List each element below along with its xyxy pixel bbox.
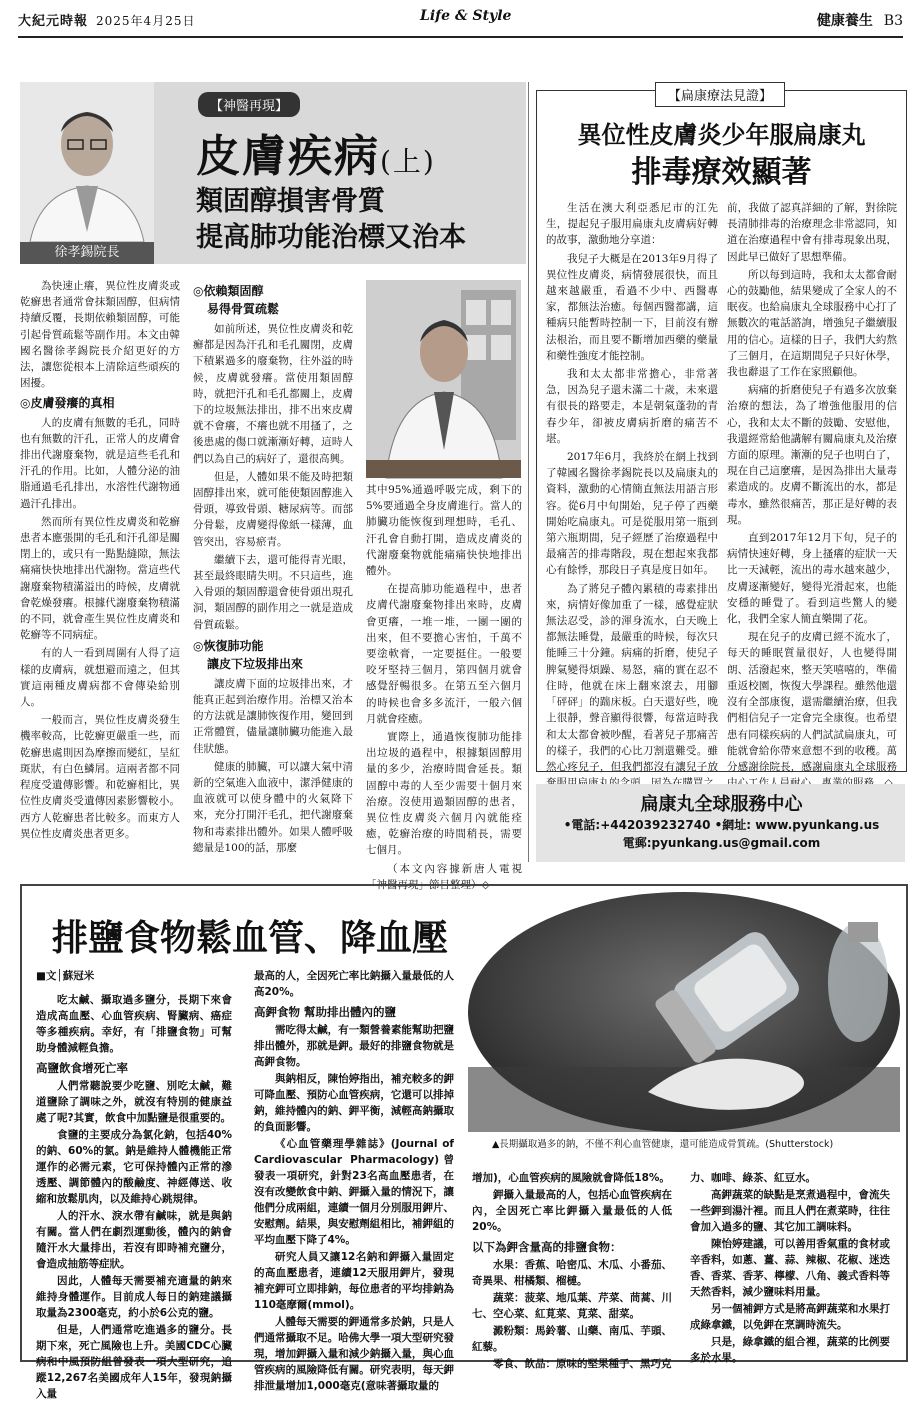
paragraph: 人們常聽說要少吃鹽、別吃太鹹，難道鹽除了調味之外，就沒有特別的健康益處了呢?其實，飲食中加點鹽是很重要的。	[36, 1080, 232, 1124]
testimony-tag: 【扁康療法見證】	[655, 82, 785, 107]
article-title-main: 皮膚疾病	[196, 131, 380, 182]
paper-name: 大紀元時報	[18, 14, 89, 29]
paragraph: 但是，人體如果不能及時把類固醇排出來，就可能使類固醇進入骨頭，導致骨頭、糖尿病等。而部分骨鬆，皮膚變得像紙一樣薄，血管突出，容易瘀青。	[193, 470, 353, 548]
bottom-col-3	[472, 1170, 672, 1370]
section-heading: 以下為鉀含量高的排鹽食物：	[472, 1240, 622, 1254]
paragraph: 在提高肺功能過程中，患者皮膚代謝廢棄物排出來時，皮膚會更癢，一堆一堆，一團一團的出來，但不要擔心害怕，千萬不要塗軟膏，一定要挺住。一般要咬牙堅持三個月，第四個月就會感覺舒暢很多。在第五至六個月的時候也會多多流汗，一般六個月就會痊癒。	[366, 583, 522, 725]
doctor-photo	[366, 280, 521, 478]
paragraph: 研究人員又讓12名鈉和鉀攝入量固定的高血壓患者，連續12天服用鉀片，發現補充鉀可立即排鈉，每位患者的平均排鈉為110毫摩爾(mmol)。	[254, 1251, 454, 1311]
paragraph: 高鉀蔬菜的缺點是烹煮過程中，會流失一些鉀到湯汁裡。而且人們在煮菜時，往往會加入過多的鹽、其它加工調味料。	[690, 1189, 890, 1233]
paragraph: 我和太太都非常擔心，非常著急，因為兒子還未滿二十歲，未來還有很長的路要走，本是朝氣蓬勃的青春少年，卻被皮膚病折磨的痛苦不堪。	[546, 368, 718, 445]
paragraph: 澱粉類：馬鈴薯、山藥、南瓜、芋頭、紅藜。	[472, 1325, 672, 1353]
paragraph: 前，我做了認真詳細的了解，對徐院長清肺排毒的治療理念非常認同，知道在治療過程中會有排毒現象出現，因此早已做好了思想準備。	[727, 202, 897, 263]
paragraph: 健康的肺臟，可以讓大氣中清新的空氣進入血液中，潔淨健康的血液就可以使身體中的火氣降下來，充分打開汗毛孔，把代謝廢棄物和毒素排出體外。如果人體呼吸總量是100的話，那麼	[193, 760, 353, 854]
left-col-1	[20, 278, 180, 860]
section-heading: 高鹽飲食增死亡率	[36, 1061, 128, 1075]
paragraph: 人體每天需要的鉀通常多於鈉，只是人們通常攝取不足。哈佛大學一項大型研究發現，增加鉀攝入量和減少鈉攝入量，與心血管疾病的風險降低有關。研究表明，每天鉀排泄量增加1,000毫克(意味著攝取量的	[254, 1316, 454, 1392]
paragraph: 水果：香蕉、哈密瓜、木瓜、小番茄、奇異果、柑橘類、榴槤。	[472, 1259, 672, 1287]
paragraph: 人的汗水、淚水帶有鹹味，就是與鈉有關。當人們在劇烈運動後，體內的鈉會隨汗水大量排出，若沒有即時補充鹽分，會造成抽筋等症狀。	[36, 1210, 232, 1270]
salt-photo	[468, 892, 900, 1132]
paragraph: 《心血管藥理學雜誌》(Journal of Cardiovascular Pharmacology)曾發表一項研究，針對23名高血壓患者，在沒有改變飲食中鈉、鉀攝入量的情況下，讓他們分成兩組，連續一個月分別服用鉀片、安慰劑。結果，與安慰劑組相比，補鉀組的平均血壓下降了4%。	[254, 1138, 454, 1246]
bottom-article-title: 排鹽食物鬆血管、降血壓	[52, 918, 449, 959]
section-heading-line: 讓皮下垃圾排出來	[207, 656, 304, 671]
paragraph: 病痛的折磨使兒子有過多次放棄治療的想法，為了增強他服用的信心，我和太太不斷的鼓勵、安慰他，我還經常給他講解有關扁康丸及治療方面的原理。漸漸的兒子也明白了，現在自己這麼癢，是因為排出大量毒素造成的。皮膚不斷流出的水，都是毒水，雖然很痛苦，那正是好轉的表現。	[727, 384, 897, 526]
paragraph: 一般而言，異位性皮膚炎發生機率較高，比乾癬更嚴重一些，而乾癬患處則因為摩擦而變紅，呈紅斑狀，有白色鱗屑。這兩者都不同程度受遺傳影響。和乾癬相比，異位性皮膚炎受遺傳因素影響較小。西方人乾癬患者比較多。而東方人異位性皮膚炎患者更多。	[20, 714, 180, 840]
photo-caption: ▲長期攝取過多的鈉，不僅不利心血管健康，還可能造成骨質疏。(Shutterstock)	[492, 1139, 834, 1150]
service-contact-line: •電話:+4420392327​40 •網址: www.pyunkang.us	[563, 818, 880, 832]
paragraph: 繼續下去，還可能得青光眼，甚至最終眼睛失明。不只這些，進入骨頭的類固醇還會使骨頭出現孔洞，類固醇的副作用之一就是造成骨質疏鬆。	[193, 553, 353, 631]
page-number: B3	[883, 13, 903, 29]
left-col-2	[193, 278, 353, 862]
bottom-col-1	[36, 968, 232, 1400]
section-name: 健康養生	[816, 13, 873, 29]
section-logo: Life & Style	[420, 8, 512, 24]
paragraph: 需吃得太鹹，有一類營養素能幫助把鹽排出體外，那就是鉀。最好的排鹽食物就是高鉀食物。	[254, 1024, 454, 1068]
testimony-title-line-1: 異位性皮膚炎少年服扁康丸	[577, 121, 866, 149]
column-tag: 【神醫再現】	[198, 92, 300, 117]
paragraph: 吃太鹹、攝取過多鹽分，長期下來會造成高血壓、心血管疾病、腎臟病、癌症等多種疾病。幸好，有「排鹽食物」可幫助身體減輕負擔。	[36, 994, 232, 1054]
masthead-rule	[18, 36, 903, 38]
byline: ■文│蘇冠米	[36, 970, 95, 982]
article-title	[196, 120, 436, 184]
subtitle-line-2: 提高肺功能治標又治本	[196, 222, 466, 253]
bottom-col-2	[254, 968, 454, 1392]
author-portrait	[20, 82, 154, 242]
source-note: （本文內容據新唐人電視「神醫再現」節目整理）◇	[366, 862, 522, 891]
paragraph: 有的人一看到周圍有人得了這樣的皮膚病，就想避而遠之，但其實這兩種皮膚病都不會傳染給別人。	[20, 647, 180, 709]
paragraph: 陳怡婷建議，可以善用香氣重的食材或辛香料，如蔥、薑、蒜、辣椒、花椒、迷迭香、香菜、香茅、檸檬、八角、義式香料等天然香料，減少鹽味料用量。	[690, 1238, 890, 1298]
masthead-left	[18, 10, 195, 29]
left-col-3	[366, 482, 522, 891]
paragraph: 最高的人，全因死亡率比鈉攝入量最低的人高20%。	[254, 970, 454, 998]
section-heading-line: 易得骨質疏鬆	[207, 302, 280, 316]
paragraph: 所以每到這時，我和太太都會耐心的鼓勵他，結果變成了全家人的不眠夜。也給扁康丸全球服務中心打了無數次的電話諮詢，增強兒子繼續服用的信心。這樣的日子，我們大約熬了三個月，在這期間兒子只好休學，我也辭退了工作在家照顧他。	[727, 268, 897, 379]
doctor-at-desk-image	[366, 280, 521, 478]
paragraph: 其中95%通過呼吸完成，剩下的5%要通過全身皮膚進行。當人的肺臟功能恢復到理想時，毛孔、汗孔會自動打開，造成皮膚炎的代謝廢棄物就能痛痛快快地排出體外。	[366, 484, 522, 578]
paragraph: 如前所述，異位性皮膚炎和乾癬都是因為汗孔和毛孔關閉，皮膚下積累過多的廢棄物，往外溢的時候，皮膚就發癢。當使用類固醇時，就把汗孔和毛孔都關上，皮膚下的垃圾無法排出，排不出來皮膚就不會癢，不癢也就不用搔了，之後患處的傷口就漸漸好轉，這時人們以為自己的病好了，還很高興。	[193, 323, 353, 465]
paragraph: 然而所有異位性皮膚炎和乾癬患者本應張開的毛孔和汗孔卻是關閉上的，或只有一點點縫隙，無法痛痛快快地排出代謝物。當這些代謝廢棄物積滿溢出的時候，皮膚就會乾燥發癢。根據代謝廢棄物積滿的不同，就會產生異位性皮膚炎和乾癬等不同病症。	[20, 515, 180, 642]
issue-date: 2025年4月25日	[96, 14, 196, 28]
bottom-col-4	[690, 1170, 890, 1364]
paragraph: 生活在澳大利亞悉尼市的江先生，提起兒子服用扁康丸皮膚病好轉的故事，激動地分享道：	[546, 202, 718, 247]
salt-shaker-image	[468, 892, 900, 1132]
right-col-2	[727, 200, 897, 773]
testimony-title-line-2: 排毒療效顯著	[631, 155, 812, 190]
article-title-part: (上)	[380, 145, 436, 178]
section-heading-line: ◎恢復肺功能	[193, 638, 264, 653]
paragraph: 但是，人們通常吃進過多的鹽分。長期下來，死亡風險也上升。美國CDC心臟病和中風預防組曾發表一項大型研究，追蹤12,267名美國成年人15年，發現鈉攝入量	[36, 1324, 232, 1400]
paragraph: 實際上，通過恢復肺功能排出垃圾的過程中，根據類固醇用量的多少，治療時間會延長。類固醇中毒的人至少需要十個月來治療。沒使用過類固醇的患者，異位性皮膚炎六個月內就能痊癒，乾癬治療的時間稍長，需要七個月。	[366, 731, 522, 857]
paragraph: 我兒子大概是在2013年9月得了異位性皮膚炎，病情發展很快，而且越來越嚴重，看過不少中、西醫專家，都無法治癒。每個西醫都講，這種病只能暫時控制一下，目前沒有辦法根治，而且要不斷增加西藥的藥量和藥性強度才能控制。	[546, 252, 718, 362]
section-heading	[193, 282, 353, 318]
author-name: 徐孝錫院長	[20, 242, 154, 264]
section-page	[817, 10, 903, 30]
paragraph: 只是，綠拿鐵的組合裡，蔬菜的比例要多於水果。	[690, 1336, 890, 1364]
section-heading-line: ◎依賴類固醇	[193, 284, 264, 298]
testimony-title	[536, 116, 907, 192]
paragraph: 鉀攝入量最高的人，包括心血管疾病在內，全因死亡率比鉀攝入量最低的人低20%。	[472, 1189, 672, 1233]
paragraph: 直到2017年12月下旬，兒子的病情快速好轉，身上搔癢的症狀一天比一天減輕，流出的毒水越來越少，皮膚逐漸變好，變得光滑起來，也能安穩的睡覺了。看到這些驚人的變化，我們全家人簡直樂開了花。	[727, 532, 897, 626]
paragraph: 現在兒子的皮膚已經不流水了，每天的睡眠質量很好，人也變得開朗、活潑起來，整天笑嘻嘻的，準備重返校園，恢復大學課程。雖然他還沒有全部康復，還需繼續治療，但我們相信兒子一定會完全康復。也希望患有同樣疾病的人們試試扁康丸，可能就會給你帶來意想不到的收穫。萬分感謝徐院長，感謝扁康丸全球服務	[727, 631, 897, 773]
section-heading	[193, 637, 353, 673]
paragraph: 讓皮膚下面的垃圾排出來，才能真正起到治療作用。治標又治本的方法就是讓肺恢復作用，變回到正常體質，儘量讓肺臟功能進入最佳狀態。	[193, 677, 353, 755]
paragraph: 2017年6月，我終於在網上找到了韓國名醫徐孝錫院長以及扁康丸的資料，激動的心情簡直無法用語言形容。從6月中旬開始，兒子停了西藥開始吃扁康丸。可是從服用第一瓶到第六瓶期間，兒子經歷了治療過程中最痛苦的排毒階段，現在想起來我都心有餘悸，那段日子真是度日如年。	[546, 451, 718, 577]
doctor-portrait-image	[20, 82, 154, 242]
article-subtitle	[196, 184, 466, 256]
column-divider	[528, 82, 529, 862]
right-col-1	[546, 200, 718, 773]
paragraph: 人的皮膚有無數的毛孔，同時也有無數的汗孔，正常人的皮膚會排出代謝廢棄物，就是這些毛孔和汗孔的作用。比如，人體分泌的油脂通過毛孔排出，水溶性代謝物通過汗孔排出。	[20, 416, 180, 510]
section-heading: ◎皮膚發癢的真相	[20, 396, 115, 411]
paragraph: 增加)，心血管疾病的風險就會降低18%。	[472, 1172, 670, 1184]
section-heading: 高鉀食物 幫助排出體內的鹽	[254, 1005, 397, 1019]
service-center-title: 扁康丸全球服務中心	[640, 794, 803, 815]
subtitle-line-1: 類固醇損害骨質	[196, 186, 385, 217]
paragraph: 與鈉相反，陳怡婷指出，補充較多的鉀可降血壓、預防心血管疾病，它還可以排掉鈉，維持體內的鈉、鉀平衡，減輕高鈉攝取的負面影響。	[254, 1073, 454, 1133]
paragraph: 蔬菜：菠菜、地瓜葉、芹菜、茼蒿、川七、空心菜、紅莧菜、莧菜、甜菜。	[472, 1292, 672, 1320]
paragraph: 零食、飲品：原味的堅果種子、黑巧克	[493, 1358, 672, 1370]
paragraph: 為快速止癢，異位性皮膚炎或乾癬患者通常會抹類固醇，但病情持續反覆，長期依賴類固醇，可能引起骨質疏鬆等副作用。本文由韓國名醫徐孝錫院長介紹更好的方法，讓您從根本上清除這些頑疾的困擾。	[20, 280, 180, 390]
paragraph: 為了將兒子體內累積的毒素排出來，病情好像加重了一樣，感覺症狀無法忍受，診的渾身流水，白天晚上都無法睡覺，最嚴重的時候，每次只能睡三十分鐘。病痛的折磨，使兒子脾氣變得煩躁、易怒，痛的實在忍不住時，他就在床上翻來滾去，用腳「砰砰」的踹床板。白天還好些，晚上很靜，聲音顯得很響，每當這時我和太太都會被吵醒，看著兒子那痛苦的樣子，我們的心比刀割還難受。雖然心疼兒子，但我們都沒有讓兒子放	[546, 582, 718, 773]
service-email-line: 電郵:pyunkang.us@gmail.com	[622, 836, 821, 850]
paragraph: 食鹽的主要成分為氯化鈉，包括40%的鈉、60%的氯。鈉是維持人體機能正常運作的必需元素，它可保持體內正常的滲透壓、調節體內的酸鹼度、神經傳送、收縮和放鬆肌肉，以及維持心跳規律。	[36, 1129, 232, 1205]
paragraph: 力、咖啡、綠茶、紅豆水。	[690, 1172, 816, 1184]
paragraph: 因此，人體每天需要補充適量的鈉來維持身體運作。目前成人每日的鈉建議攝取量為2300毫克，約小於6公克的鹽。	[36, 1275, 232, 1319]
paragraph: 另一個補鉀方式是將高鉀蔬菜和水果打成綠拿鐵，以免鉀在烹調時流失。	[690, 1303, 890, 1331]
